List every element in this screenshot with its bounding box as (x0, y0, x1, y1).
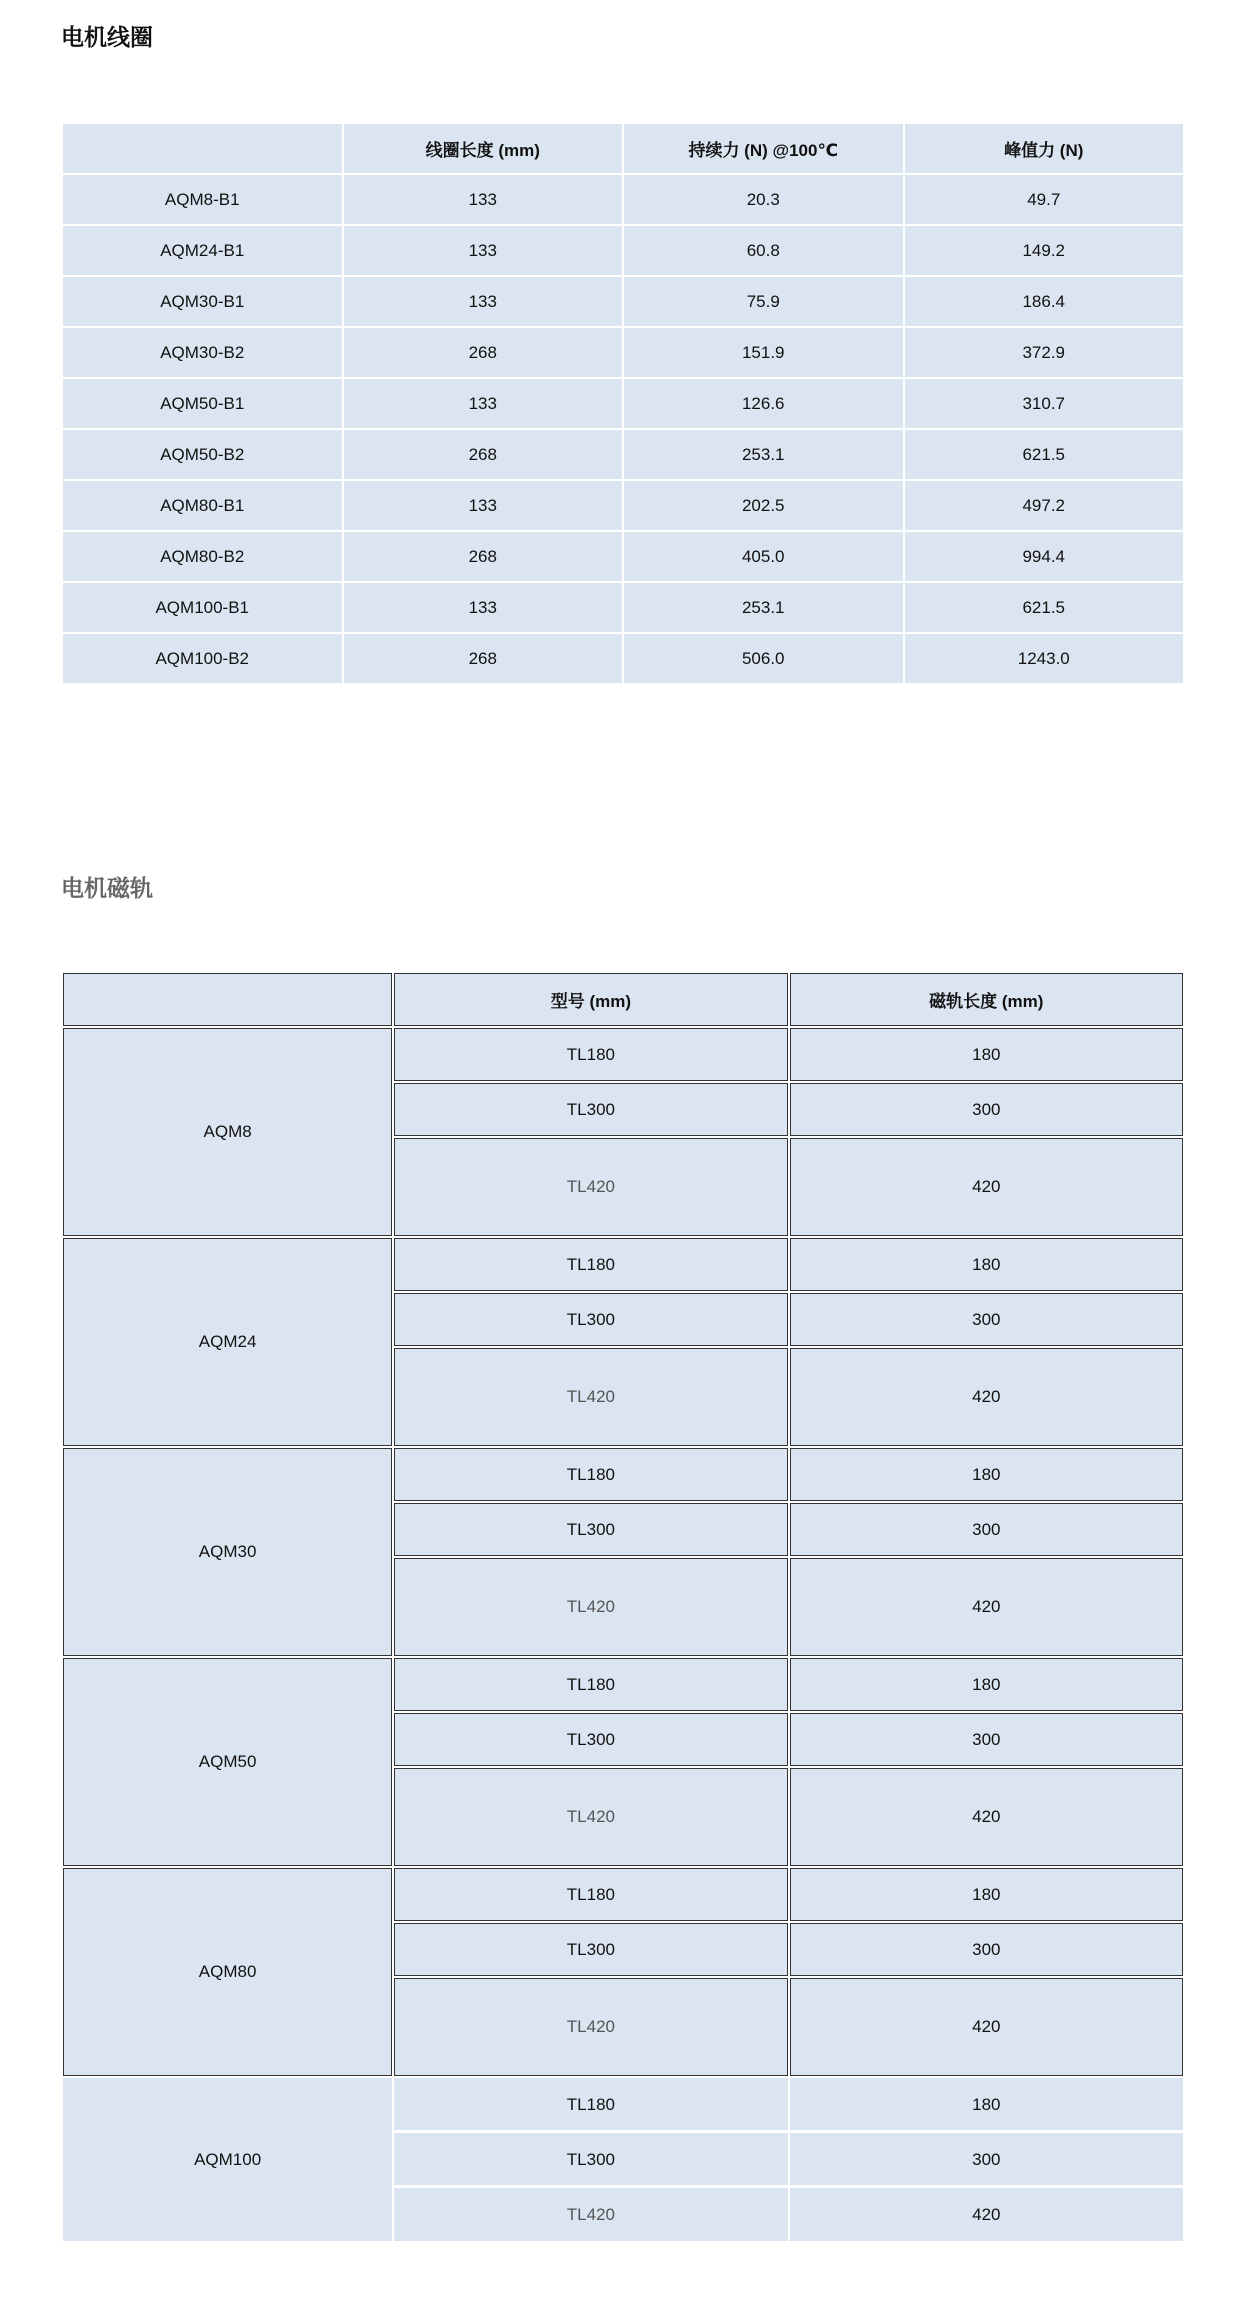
coil-continuous-force: 20.3 (623, 174, 904, 225)
coil-continuous-force: 253.1 (623, 582, 904, 633)
coil-length: 133 (343, 378, 624, 429)
coil-length: 268 (343, 327, 624, 378)
rail-model: TL180 (394, 1448, 787, 1501)
table-row (62, 327, 1184, 378)
table-row (62, 429, 1184, 480)
coil-header-row (62, 123, 1184, 174)
rail-header-row (63, 973, 1183, 1026)
coil-model: AQM50-B2 (62, 429, 343, 480)
coil-continuous-force: 506.0 (623, 633, 904, 684)
coil-length: 133 (343, 174, 624, 225)
rail-model: TL420 (394, 1768, 787, 1866)
coil-continuous-force: 151.9 (623, 327, 904, 378)
table-row (62, 225, 1184, 276)
coil-continuous-force: 75.9 (623, 276, 904, 327)
rail-model: TL300 (394, 1293, 787, 1346)
rail-model: TL420 (394, 2188, 787, 2241)
rail-model: TL180 (394, 1238, 787, 1291)
rail-model: TL300 (394, 1923, 787, 1976)
coil-length: 133 (343, 480, 624, 531)
rail-group (63, 1028, 1183, 1236)
table-row (63, 1238, 1183, 1291)
table-row (63, 1028, 1183, 1081)
rail-model: TL420 (394, 1348, 787, 1446)
coil-specs-table (61, 122, 1185, 685)
table-row (63, 2078, 1183, 2131)
rail-model: TL420 (394, 1138, 787, 1236)
rail-model: TL180 (394, 2078, 787, 2131)
coil-peak-force: 49.7 (904, 174, 1185, 225)
table-row (62, 633, 1184, 684)
coil-peak-force: 310.7 (904, 378, 1185, 429)
rail-header-length: 磁轨长度 (mm) (790, 973, 1183, 1026)
rail-length: 180 (790, 1028, 1183, 1081)
coil-model: AQM100-B2 (62, 633, 343, 684)
rail-length: 420 (790, 1978, 1183, 2076)
rail-length: 180 (790, 1658, 1183, 1711)
rail-length: 180 (790, 1448, 1183, 1501)
coil-length: 268 (343, 633, 624, 684)
rail-group-motor: AQM30 (63, 1448, 392, 1656)
rail-group (63, 1658, 1183, 1866)
coil-peak-force: 994.4 (904, 531, 1185, 582)
coil-section-title: 电机线圈 (61, 24, 153, 50)
rail-group-motor: AQM8 (63, 1028, 392, 1236)
coil-continuous-force: 202.5 (623, 480, 904, 531)
table-row (62, 531, 1184, 582)
rail-header-motor (63, 973, 392, 1026)
rail-length: 300 (790, 2133, 1183, 2186)
coil-peak-force: 149.2 (904, 225, 1185, 276)
coil-peak-force: 372.9 (904, 327, 1185, 378)
coil-model: AQM30-B2 (62, 327, 343, 378)
coil-peak-force: 497.2 (904, 480, 1185, 531)
rail-model: TL300 (394, 2133, 787, 2186)
table-row (63, 1448, 1183, 1501)
rail-model: TL300 (394, 1083, 787, 1136)
coil-continuous-force: 126.6 (623, 378, 904, 429)
coil-continuous-force: 253.1 (623, 429, 904, 480)
coil-header-peak-force: 峰值力 (N) (904, 123, 1185, 174)
rail-model: TL180 (394, 1658, 787, 1711)
rail-model: TL420 (394, 1978, 787, 2076)
rail-length: 300 (790, 1923, 1183, 1976)
coil-model: AQM100-B1 (62, 582, 343, 633)
coil-model: AQM24-B1 (62, 225, 343, 276)
rail-length: 300 (790, 1503, 1183, 1556)
rail-length: 180 (790, 1238, 1183, 1291)
table-row (63, 1658, 1183, 1711)
table-row (62, 174, 1184, 225)
table-row (62, 582, 1184, 633)
table-row (62, 276, 1184, 327)
table-row (63, 1868, 1183, 1921)
coil-length: 133 (343, 276, 624, 327)
rail-model: TL180 (394, 1028, 787, 1081)
coil-header-model (62, 123, 343, 174)
coil-peak-force: 621.5 (904, 582, 1185, 633)
rail-model: TL300 (394, 1503, 787, 1556)
rail-group-motor: AQM50 (63, 1658, 392, 1866)
coil-peak-force: 1243.0 (904, 633, 1185, 684)
rail-group (63, 1238, 1183, 1446)
rail-group (63, 1448, 1183, 1656)
rail-model: TL420 (394, 1558, 787, 1656)
table-row (62, 378, 1184, 429)
coil-header-continuous-force: 持续力 (N) @100℃ (623, 123, 904, 174)
table-row (62, 480, 1184, 531)
coil-model: AQM80-B2 (62, 531, 343, 582)
coil-peak-force: 186.4 (904, 276, 1185, 327)
coil-peak-force: 621.5 (904, 429, 1185, 480)
rail-length: 300 (790, 1293, 1183, 1346)
coil-length: 268 (343, 429, 624, 480)
rail-header-model: 型号 (mm) (394, 973, 787, 1026)
rail-length: 180 (790, 1868, 1183, 1921)
rail-length: 420 (790, 1348, 1183, 1446)
rail-specs-table (61, 971, 1185, 2243)
coil-length: 133 (343, 582, 624, 633)
rail-model: TL180 (394, 1868, 787, 1921)
rail-group-motor: AQM100 (63, 2078, 392, 2241)
coil-model: AQM30-B1 (62, 276, 343, 327)
coil-length: 133 (343, 225, 624, 276)
coil-continuous-force: 405.0 (623, 531, 904, 582)
coil-model: AQM8-B1 (62, 174, 343, 225)
rail-length: 420 (790, 1138, 1183, 1236)
coil-header-length: 线圈长度 (mm) (343, 123, 624, 174)
rail-length: 420 (790, 2188, 1183, 2241)
rail-length: 180 (790, 2078, 1183, 2131)
coil-model: AQM80-B1 (62, 480, 343, 531)
coil-model: AQM50-B1 (62, 378, 343, 429)
rail-group-motor: AQM80 (63, 1868, 392, 2076)
rail-length: 420 (790, 1558, 1183, 1656)
coil-length: 268 (343, 531, 624, 582)
coil-continuous-force: 60.8 (623, 225, 904, 276)
rail-group-motor: AQM24 (63, 1238, 392, 1446)
rail-model: TL300 (394, 1713, 787, 1766)
rail-length: 300 (790, 1083, 1183, 1136)
rail-length: 420 (790, 1768, 1183, 1866)
rail-group (63, 1868, 1183, 2076)
rail-group (63, 2078, 1183, 2241)
rail-section-title: 电机磁轨 (61, 875, 153, 901)
rail-length: 300 (790, 1713, 1183, 1766)
